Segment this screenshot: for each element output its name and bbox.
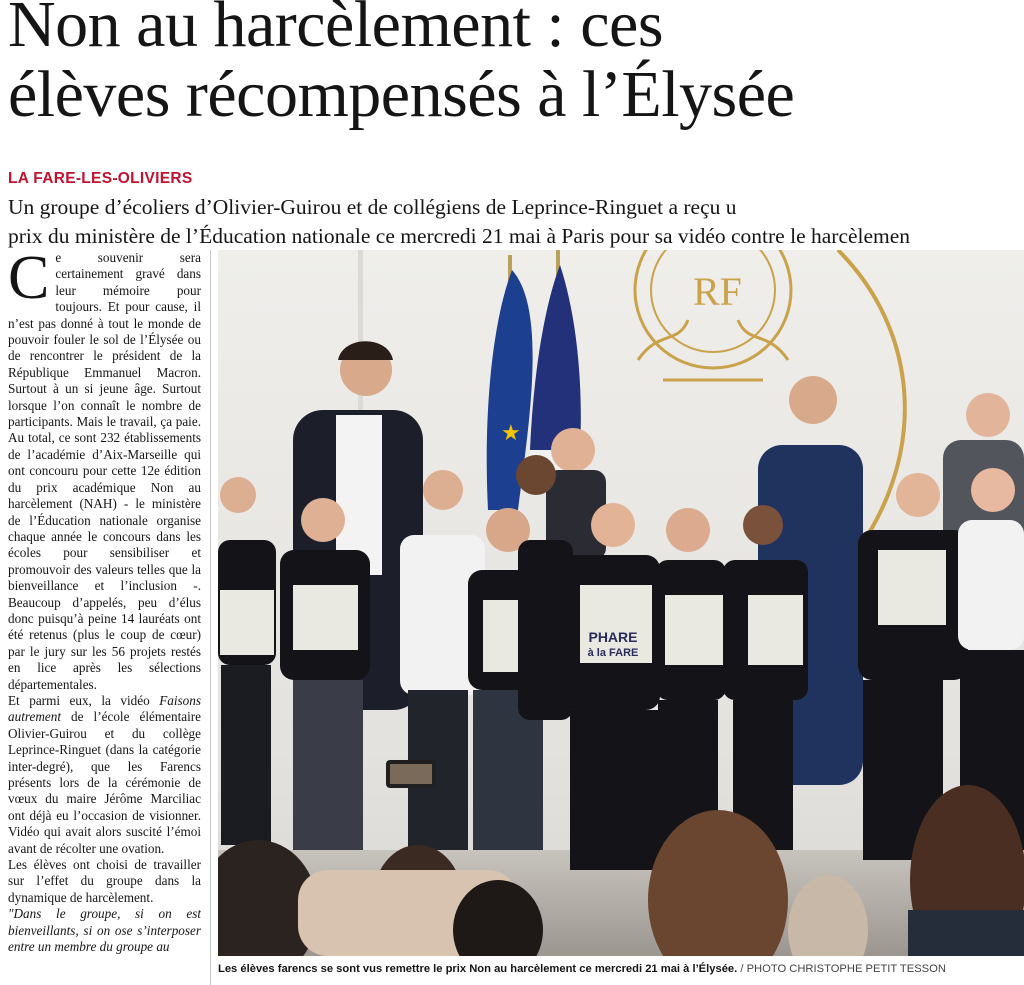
column-divider — [210, 250, 211, 985]
body-text-2b: de l’école élémentaire Olivier-Guirou et du collège Leprince-Ringuet (dans la catégorie inter-degré), que les Farencs présents lors de la cérémonie de vœux du maire Jérôme Marciliac ont déjà eu l’occasion de visionner. Vidéo qui avait alors suscité l’émoi avant de récolter une ovation. — [8, 709, 201, 856]
body-paragraph-3: Les élèves ont choisi de travailler sur l’effet du groupe dans la dynamique de harcèlement. — [8, 857, 201, 905]
shirt-logo-line1: PHARE — [588, 629, 638, 645]
body-paragraph-2 — [8, 693, 201, 857]
photo-credit: / PHOTO CHRISTOPHE PETIT TESSON — [740, 963, 946, 975]
lead-paragraph — [8, 164, 1024, 251]
drop-cap: C — [8, 250, 50, 312]
shirt-logo-line2: à la FARE — [587, 647, 639, 659]
lead-line-1 — [8, 164, 1024, 222]
emblem-monogram: RF — [693, 269, 742, 314]
lead-line-2: prix du ministère de l’Éducation nationale ce mercredi 21 mai à Paris pour sa vidéo contre le harcèlemen — [8, 224, 911, 248]
location-kicker: LA FARE-LES-OLIVIERS — [8, 170, 193, 187]
event-photo — [218, 250, 1024, 956]
svg-text:★: ★ — [501, 420, 521, 445]
photo-illustration — [218, 250, 1024, 956]
body-text-2a: Et parmi eux, la vidéo — [8, 692, 160, 708]
headline-line-2: élèves récompensés à l’Élysée — [8, 58, 795, 130]
lead-text-1: Un groupe d’écoliers d’Olivier-Guirou et de collégiens de Leprince-Ringuet a reçu u — [8, 195, 737, 219]
article-body — [8, 250, 201, 985]
body-text-1: e souvenir sera certainement gravé dans leur mémoire pour toujours. Et pour cause, il n’est pas donné à tout le monde de pouvoir fouler le sol de l’Élysée ou de rencontrer le président de la République Emmanuel Macron. Surtout à un si jeune âge. Surtout lorsque l’on connaît le nombre de participants. Mais le travail, ça paie. Au total, ce sont 232 établissements de l’académie d’Aix-Marseille qui ont concouru pour cette 12e édition du prix académique Non au harcèlement (NAH) - le ministère de l’Éducation nationale organise chaque année le concours dans les écoles pour sensibiliser et promouvoir des valeurs telles que la bienveillance et l’inclusion -. Beaucoup d’appelés, peu d’élus donc puisqu’à peine 14 lauréats ont été retenus (plus le coup de cœur) par le jury sur les 56 projets restés en lice après les sélections départementales. — [8, 250, 201, 692]
caption-text: Les élèves farencs se sont vus remettre le prix Non au harcèlement ce mercredi 21 mai à l’Élysée. — [218, 963, 738, 975]
video-title: Faisons autrement — [8, 692, 201, 725]
body-paragraph-1 — [8, 250, 201, 693]
body-paragraph-4 — [8, 906, 201, 955]
photo-caption — [218, 961, 1024, 977]
headline — [8, 0, 1024, 130]
headline-line-1: Non au harcèlement : ces — [8, 0, 664, 61]
quote-text: "Dans le groupe, si on est bienveillants, si on ose s’interposer entre un membre du groupe au — [8, 906, 201, 955]
shirt-logos — [588, 629, 639, 659]
